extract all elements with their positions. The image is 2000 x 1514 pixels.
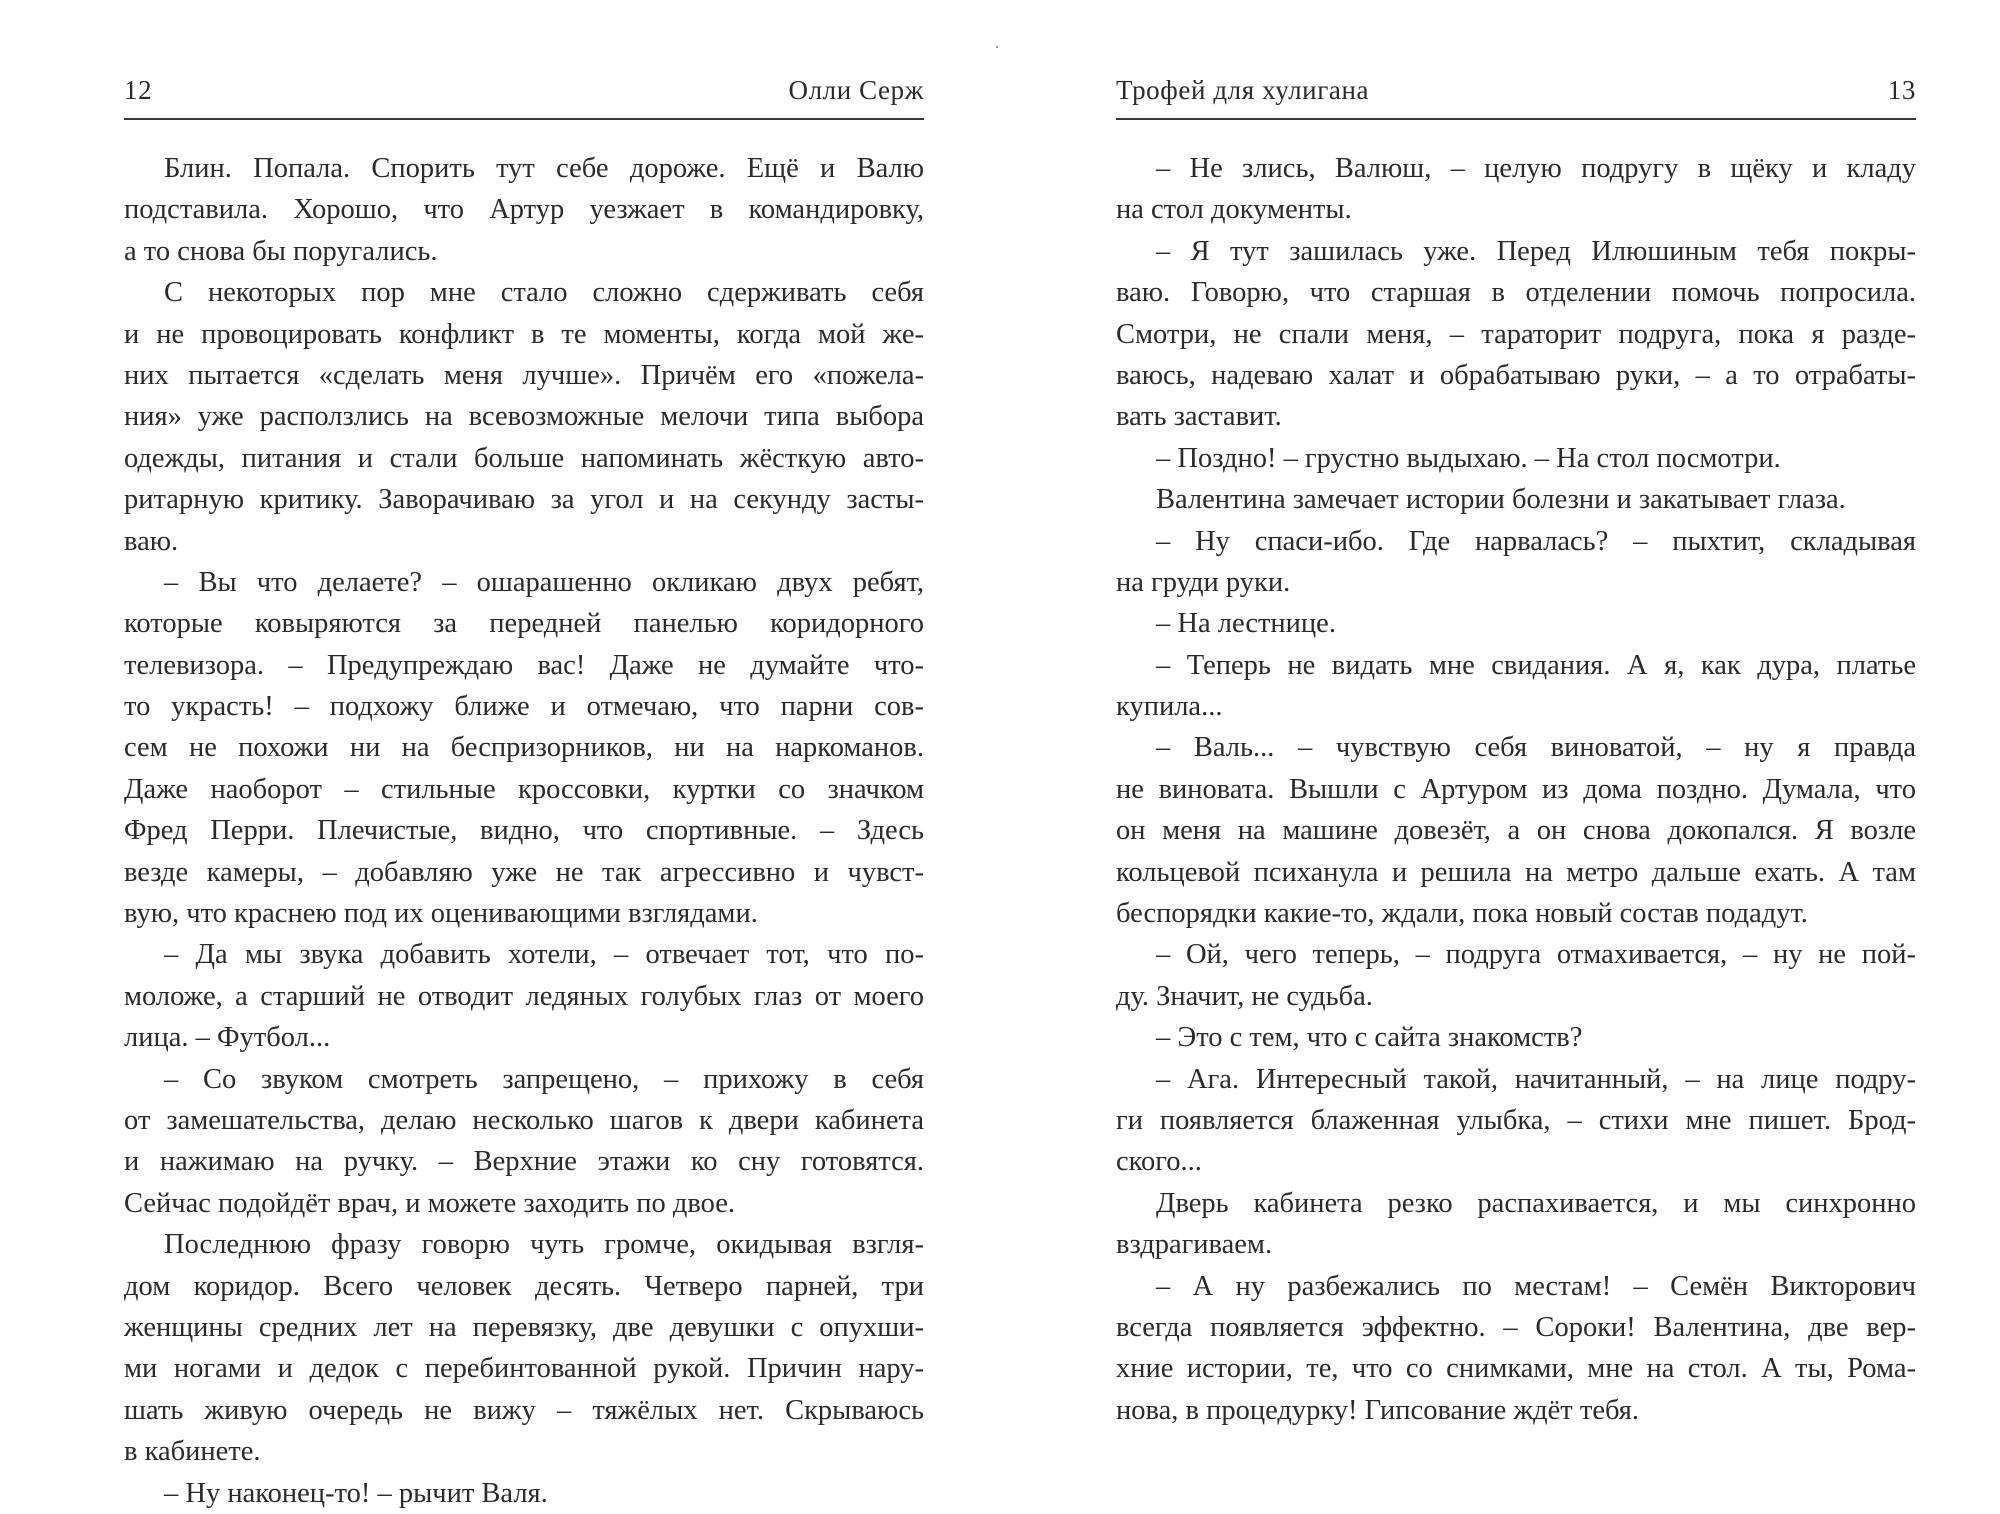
text-line: Блин. Попала. Спорить тут себе дороже. Ещё и Валю [164, 153, 924, 184]
text-line: везде камеры, – добавляю уже не так агрессивно и чувст- [124, 856, 924, 888]
right-header-rule [1116, 118, 1916, 120]
text-line: на груди руки. [1116, 566, 1291, 598]
text-line: – Валь... – чувствую себя виноватой, – ну я правда [1156, 732, 1916, 764]
text-line: – Теперь не видать мне свидания. А я, как дура, платье [1156, 649, 1916, 681]
text-line: дом коридор. Всего человек десять. Четверо парней, три [124, 1270, 924, 1302]
text-line: на стол документы. [1116, 194, 1352, 226]
text-line: он меня на машине довезёт, а он снова докопался. Я возле [1116, 815, 1916, 847]
text-line: Смотри, не спали меня, – тараторит подруга, пока я разде- [1116, 318, 1916, 350]
text-line: – Не злись, Валюш, – целую подругу в щёку и кладу [1156, 153, 1916, 184]
text-line: вать заставит. [1116, 401, 1282, 433]
text-line: женщины средних лет на перевязку, две девушки с опухши- [124, 1311, 924, 1343]
text-line: ния» уже расползлись на всевозможные мелочи типа выбора [124, 401, 924, 433]
text-line: и нажимаю на ручку. – Верхние этажи ко сну готовятся. [124, 1146, 924, 1178]
left-running-head: Олли Серж [788, 75, 924, 105]
text-line: купила... [1116, 691, 1223, 723]
text-line: вздрагиваем. [1116, 1229, 1273, 1261]
text-line: – Ну наконец-то! – рычит Валя. [164, 1477, 548, 1509]
text-line: сем не похожи ни на беспризорников, ни на наркоманов. [124, 732, 924, 764]
text-line: – Это с тем, что с сайта знакомств? [1156, 1022, 1583, 1054]
text-line: Дверь кабинета резко распахивается, и мы синхронно [1156, 1187, 1916, 1219]
text-line: подставила. Хорошо, что Артур уезжает в командировку, [124, 194, 924, 226]
text-line: – Ну спаси-ибо. Где нарвалась? – пыхтит, складывая [1156, 525, 1916, 557]
left-header-rule [124, 118, 924, 120]
right-page-number: 13 [1887, 75, 1916, 105]
text-line: а то снова бы поругались. [124, 235, 438, 267]
text-line: ритарную критику. Заворачиваю за угол и на секунду засты- [124, 484, 924, 516]
right-page-header [1116, 70, 1916, 110]
text-line: С некоторых пор мне стало сложно сдерживать себя [164, 277, 924, 309]
text-line: то украсть! – подхожу ближе и отмечаю, что парни сов- [124, 691, 924, 723]
text-line: вую, что краснею под их оценивающими взглядами. [124, 898, 758, 930]
text-line: – Вы что делаете? – ошарашенно окликаю двух ребят, [164, 566, 924, 598]
text-line: ду. Значит, не судьба. [1116, 980, 1373, 1012]
text-line: лица. – Футбол... [124, 1022, 331, 1054]
text-line: ги появляется блаженная улыбка, – стихи мне пишет. Брод- [1116, 1104, 1916, 1136]
right-page-text [1116, 148, 1916, 1431]
text-line: ского... [1116, 1146, 1202, 1178]
text-line: хние истории, те, что со снимками, мне на стол. А ты, Рома- [1116, 1353, 1916, 1385]
text-line: всегда появляется эффектно. – Сороки! Валентина, две вер- [1116, 1311, 1916, 1343]
right-running-head: Трофей для хулигана [1116, 75, 1370, 105]
gutter-mark [996, 46, 998, 48]
text-line: Фред Перри. Плечистые, видно, что спортивные. – Здесь [124, 815, 924, 847]
text-line: – Ой, чего теперь, – подруга отмахивается, – ну не пой- [1156, 939, 1916, 971]
text-line: кольцевой психанула и решила на метро дальше ехать. А там [1116, 856, 1916, 888]
text-line: них пытается «сделать меня лучше». Причём его «пожела- [124, 359, 924, 391]
text-line: беспорядки какие-то, ждали, пока новый состав подадут. [1116, 898, 1808, 930]
right-page [1116, 0, 1916, 1488]
text-line: ваюсь, надеваю халат и обрабатываю руки, – а то отрабаты- [1116, 359, 1916, 391]
text-line: – Ага. Интересный такой, начитанный, – на лице подру- [1156, 1063, 1916, 1095]
text-line: нова, в процедурку! Гипсование ждёт тебя. [1116, 1394, 1640, 1426]
left-page [124, 0, 924, 1509]
text-line: – На лестнице. [1156, 608, 1336, 640]
text-line: ваю. Говорю, что старшая в отделении помочь попросила. [1116, 277, 1916, 309]
text-line: Валентина замечает истории болезни и закатывает глаза. [1156, 484, 1846, 516]
text-line: – Да мы звука добавить хотели, – отвечает тот, что по- [164, 939, 924, 971]
text-line: в кабинете. [124, 1436, 261, 1468]
text-line: – А ну разбежались по местам! – Семён Викторович [1156, 1270, 1916, 1302]
text-line: Даже наоборот – стильные кроссовки, куртки со значком [124, 773, 924, 805]
text-line: – Со звуком смотреть запрещено, – прихожу в себя [164, 1063, 924, 1095]
text-line: телевизора. – Предупреждаю вас! Даже не думайте что- [124, 649, 924, 681]
left-page-header [124, 70, 924, 110]
text-line: которые ковыряются за передней панелью коридорного [124, 608, 924, 640]
text-line: шать живую очередь не вижу – тяжёлых нет. Скрываюсь [124, 1394, 924, 1426]
text-line: – Поздно! – грустно выдыхаю. – На стол посмотри. [1156, 442, 1781, 474]
text-line: и не провоцировать конфликт в те моменты, когда мой же- [124, 318, 924, 350]
text-line: не виновата. Вышли с Артуром из дома поздно. Думала, что [1116, 773, 1916, 805]
left-page-text [124, 148, 924, 1514]
text-line: одежды, питания и стали больше напоминать жёсткую авто- [124, 442, 924, 474]
left-page-number: 12 [124, 75, 153, 105]
text-line: ми ногами и дедок с перебинтованной рукой. Причин нару- [124, 1353, 924, 1385]
text-line: моложе, а старший не отводит ледяных голубых глаз от моего [124, 980, 924, 1012]
text-line: Последнюю фразу говорю чуть громче, окидывая взгля- [164, 1229, 924, 1261]
text-line: ваю. [124, 525, 179, 557]
text-line: – Я тут зашилась уже. Перед Илюшиным тебя покры- [1156, 235, 1916, 267]
text-line: от замешательства, делаю несколько шагов к двери кабинета [124, 1104, 924, 1136]
text-line: Сейчас подойдёт врач, и можете заходить по двое. [124, 1187, 735, 1219]
